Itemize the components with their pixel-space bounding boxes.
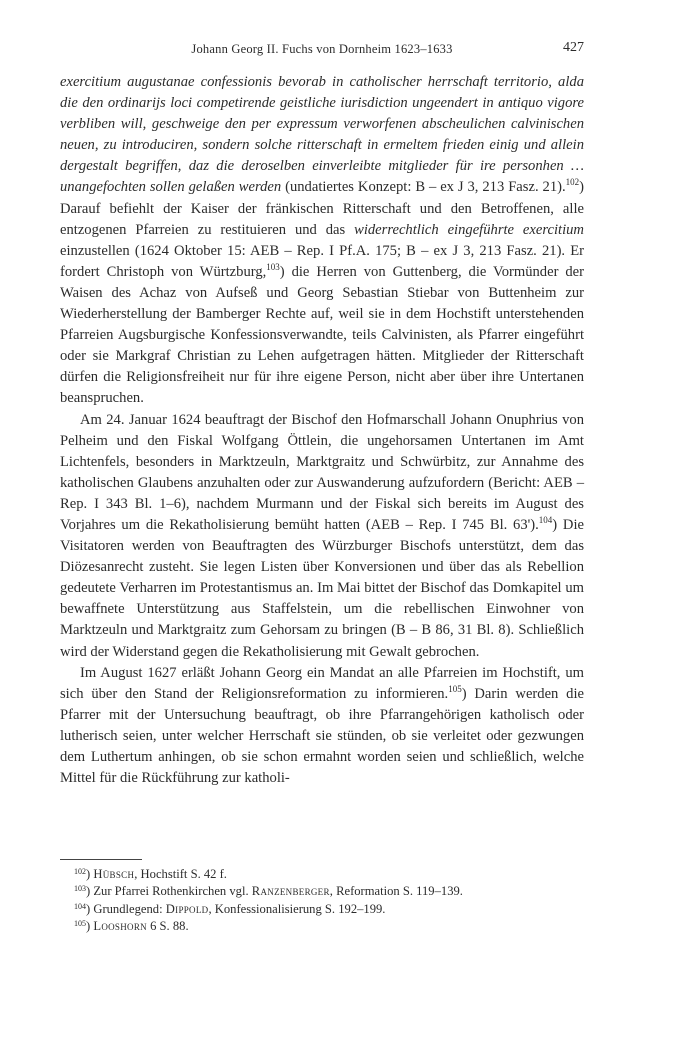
footnote-ref[interactable]: 102 xyxy=(565,177,580,188)
text-run: Im August 1627 erläßt Johann Georg ein Mandat an alle Pfarreien im Hochstift, um sich über den Stand der Religionsreformation zu informieren. xyxy=(60,664,584,702)
footnote-author: Looshorn xyxy=(93,919,147,934)
footnote-text: , Hochstift S. 42 f. xyxy=(134,867,227,881)
footnote-text: 6 S. 88. xyxy=(146,919,189,934)
text-run: ) die Herren von Guttenberg, die Vormünder der Waisen des Achaz von Aufseß und Georg Sebastian Stiebar von Buttenheim zur Wiederherstellung der Bamberger Rechte auf, weil sie in dem Hochstift unterstehenden Pfarreien Augsburgische Konfessionsverwandte, teils Calvinisten, als Pfarrer eingeführt oder sie Markgraf Christian zu Lehen aufgetragen hätten. Mitglieder der Ritterschaft dürfen die Religionsfreiheit nur für ihre eigene Person, nicht aber über ihre Untertanen beanspruchen. xyxy=(60,263,584,407)
footnote-text: , Reformation S. 119–139. xyxy=(329,884,463,899)
text-run: Am 24. Januar 1624 beauftragt der Bischof den Hofmarschall Johann Onuphrius von Pelheim und den Fiskal Wolfgang Öttlein, die ungehorsamen Untertanen im Amt Lichtenfels, besonders in Marktzeuln, Marktgraitz und Schwürbitz, zur Annahme des katholischen Glaubens anzuhalten oder zur Auswanderung aufzufordern (Bericht: AEB – Rep. I 343 Bl. 1–6), nachdem Murmann und der Fiskal sich bereits im August des Vorjahres um die Rekatholisierung bemüht hatten (AEB – Rep. I 745 Bl. 63'). xyxy=(60,411,584,533)
running-title: Johann Georg II. Fuchs von Dornheim 1623–1633 xyxy=(191,42,453,56)
text-run: (undatiertes Konzept: B – ex J 3, 213 Fasz. 21). xyxy=(281,179,566,196)
text-run: ) Die Visitatoren werden von Beauftragten des Würzburger Bischofs unterstützt, dem das Diözesanrecht zusteht. Sie legen Listen über Konversionen und über das als Rebellion gedeutete Verharren im Protestantismus an. Im Mai bittet der Bischof das Domkapitel um bewaffnete Unterstützung aus Staffelstein, um die rebellischen Einwohner von Marktzeuln und Marktgraitz zum Gehorsam zu bringen (B – B 86, 31 Bl. 8). Schließlich wird der Widerstand gegen die Rekatholisierung mit Gewalt gebrochen. xyxy=(60,516,584,660)
paragraph-2 xyxy=(60,410,584,663)
latin-quote: exercitium augustanae confessionis bevorab in catholischer herrschaft territorio, alda die den ordinarijs loci competirende geistliche iurisdiction ungeendert in antiquo vigore verbliben will, geschweige den per expressum verworfenen abscheulichen calvinischen neuen, zu introduciren, sondern solche ritterschaft in ermeltem frieden einig und allein dergestalt begriffen, daz die deroselben einverleibte mitglieder für ire personhen … unangefochten sollen gelaßen werden xyxy=(60,74,584,196)
footnote-author: Hübsch xyxy=(93,867,135,881)
footnote: $^{104}$) Grundlegend: Dippold, Konfessionalisierung S. 192–199. xyxy=(74,901,386,916)
footnote: $^{105}$) Looshorn 6 S. 88. xyxy=(74,919,189,934)
footnote-divider xyxy=(60,859,142,860)
paragraph-3 xyxy=(60,663,584,790)
footnote-prefix: Grundlegend: xyxy=(93,901,166,916)
italic-phrase: widerrechtlich eingeführte exercitium xyxy=(354,221,584,238)
footnote-author: Ranzenberger xyxy=(251,884,330,899)
footnote-prefix: Zur Pfarrei Rothenkirchen vgl. xyxy=(93,884,252,899)
footnotes xyxy=(60,866,584,936)
footnote: $^{103}$) Zur Pfarrei Rothenkirchen vgl. Ranzenberger, Reformation S. 119–139. xyxy=(74,884,463,899)
footnote-number: 104 xyxy=(74,901,86,911)
footnote-ref[interactable]: 103 xyxy=(266,261,280,272)
footnote-ref[interactable]: 105 xyxy=(448,683,462,694)
text-run: ) Darin werden die Pfarrer mit der Untersuchung beauftragt, ob ihre Pfarrangehörigen katholisch oder lutherisch seien, unter welcher Herrschaft sie stünden, ob sie verleitet oder gezwungen dem Luthertum anhingen, ob sie schon ermahnt worden seien und schließlich, welche Mittel für die Rückführung zur katholi- xyxy=(60,685,584,787)
text-run: ) Darauf befiehlt der Kaiser der fränkischen Ritterschaft und den Betroffenen, alle entzogenen Pfarreien zu restituieren und das xyxy=(60,179,584,238)
footnote-number: 103 xyxy=(74,884,86,894)
footnote: $^{102}$) Hübsch, Hochstift S. 42 f. xyxy=(74,867,227,881)
footnote-author: Dippold xyxy=(165,901,209,916)
page-number: 427 xyxy=(563,40,584,55)
paragraph-1 xyxy=(60,72,584,410)
text-run: einzustellen (1624 Oktober 15: AEB – Rep. I Pf.A. 175; B – ex J 3, 213 Fasz. 21). Er fordert Christoph von Würtzburg, xyxy=(60,242,584,280)
body-text xyxy=(60,72,584,789)
footnote-text: , Konfessionalisierung S. 192–199. xyxy=(208,901,386,916)
footnote-number: 102 xyxy=(74,867,86,876)
footnote-ref[interactable]: 104 xyxy=(538,514,553,525)
footnote-number: 105 xyxy=(74,919,86,929)
